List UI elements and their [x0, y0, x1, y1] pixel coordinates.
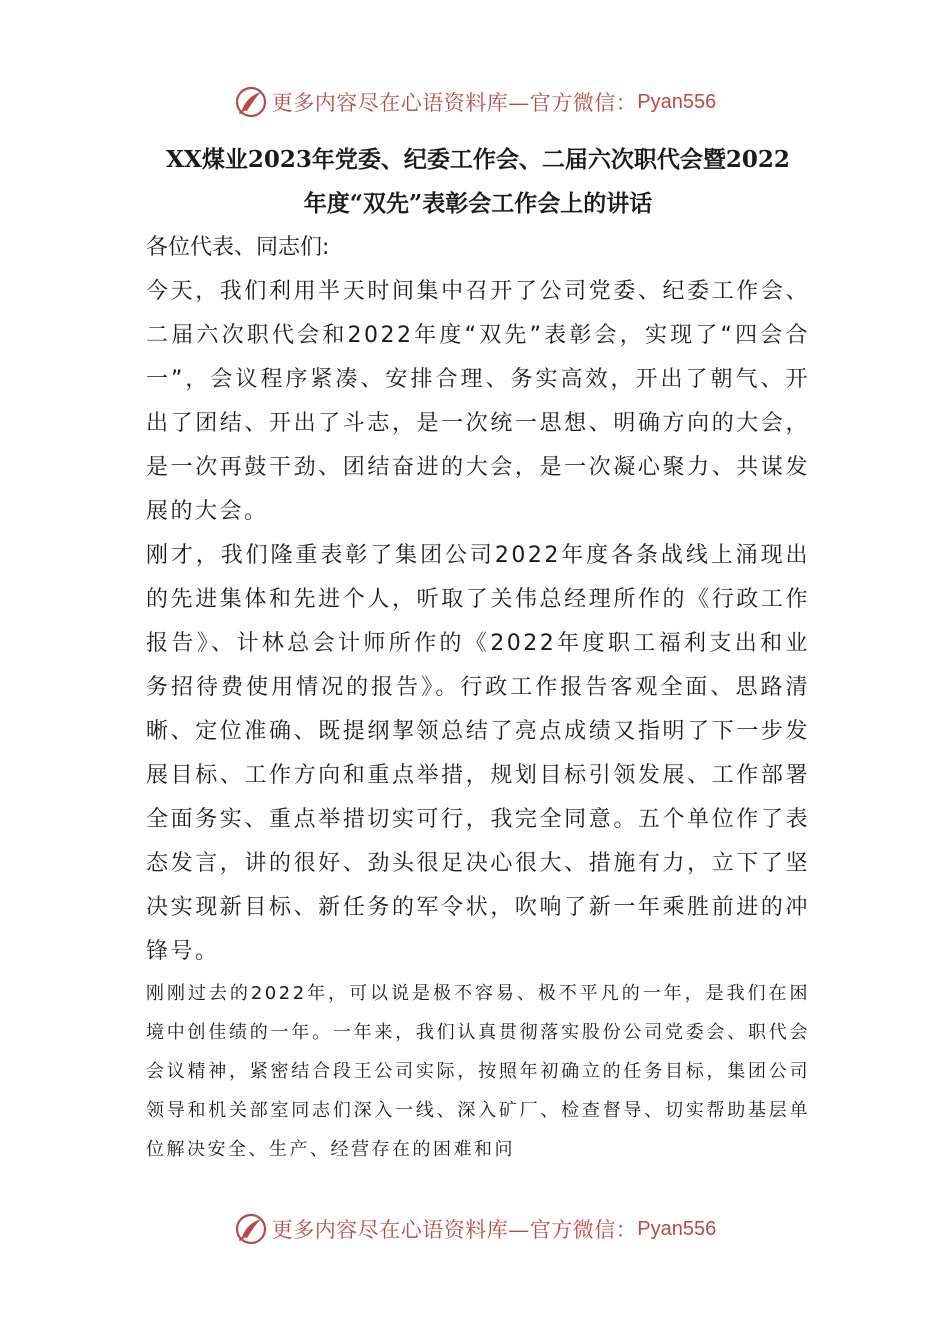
header-watermark-banner: [0, 80, 950, 124]
pen-logo-icon: [234, 1212, 268, 1246]
document-body: [146, 138, 810, 1169]
paragraph-2: 刚才，我们隆重表彰了集团公司2022年度各条战线上涌现出的先进集体和先进个人，听取了关伟总经理所作的《行政工作报告》、计林总会计师所作的《2022年度职工福利支出和业务招待费使用情况的报告》。行政工作报告客观全面、思路清晰、定位准确、既提纲挈领总结了亮点成绩又指明了下一步发展目标、工作方向和重点举措，规划目标引领发展、工作部署全面务实、重点举措切实可行，我完全同意。五个单位作了表态发言，讲的很好、劲头很足决心很大、措施有力，立下了坚决实现新目标、新任务的军令状，吹响了新一年乘胜前进的冲锋号。: [146, 543, 810, 964]
banner-text: 更多内容尽在心语资料库—官方微信：: [271, 91, 638, 115]
title-line-2: 年度“双先”表彰会工作会上的讲话: [303, 190, 653, 217]
paragraph-3: 刚刚过去的2022年，可以说是极不容易、极不平凡的一年，是我们在困境中创佳绩的一年。一年来，我们认真贯彻落实股份公司党委会、职代会会议精神，紧密结合段王公司实际，按照年初确立的任务目标，集团公司领导和机关部室同志们深入一线、深入矿厂、检查督导、切实帮助基层单位解决安全、生产、经营存在的困难和问: [146, 983, 810, 1160]
banner-wechat-id: Pyan556: [637, 90, 717, 113]
document-title: [146, 138, 810, 226]
salutation: 各位代表、同志们:: [146, 235, 330, 260]
title-line-1: XX煤业2023年党委、纪委工作会、二届六次职代会暨2022: [166, 146, 790, 173]
paragraph-1: 今天，我们利用半天时间集中召开了公司党委、纪委工作会、二届六次职代会和2022年度“双先”表彰会，实现了“四会合一”，会议程序紧凑、安排合理、务实高效，开出了朝气、开出了团结、开出了斗志，是一次统一思想、明确方向的大会，是一次再鼓干劲、团结奋进的大会，是一次凝心聚力、共谋发展的大会。: [146, 279, 810, 524]
footer-watermark-banner: [0, 1207, 950, 1251]
banner-text: 更多内容尽在心语资料库—官方微信：: [271, 1218, 638, 1242]
pen-logo-icon: [234, 85, 268, 119]
banner-wechat-id: Pyan556: [637, 1217, 717, 1240]
